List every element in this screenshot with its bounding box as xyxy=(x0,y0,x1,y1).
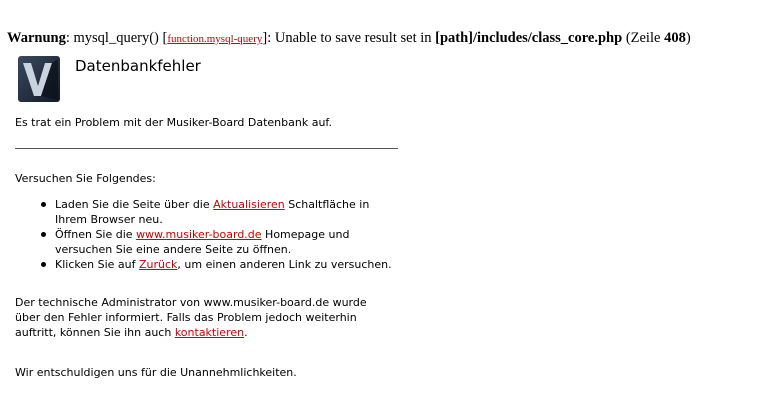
apology-text: Wir entschuldigen uns für die Unannehmlichkeiten. xyxy=(15,366,297,379)
list-item xyxy=(55,257,400,272)
warning-path: [path]/includes/class_core.php xyxy=(435,30,623,46)
php-warning: Warnung: mysql_query() [function.mysql-query]: Unable to save result set in [path]/includes/class_core.php (Zeile 408) xyxy=(7,30,691,46)
admin-notice xyxy=(15,295,390,340)
warning-message: : Unable to save result set in xyxy=(267,30,436,46)
tip-text: Öffnen Sie die xyxy=(55,228,137,241)
tips-list xyxy=(15,197,400,272)
homepage-link[interactable]: www.musiker-board.de xyxy=(136,228,262,241)
page-title: Datenbankfehler xyxy=(75,57,201,75)
bullet-dot xyxy=(41,202,46,207)
warning-line-number: 408 xyxy=(664,30,686,46)
logo-graphic xyxy=(18,56,60,102)
bullet-dot xyxy=(41,262,46,267)
tip-text: Schaltfläche in Ihrem Browser neu. xyxy=(55,198,370,226)
tip-text: Laden Sie die Seite über die xyxy=(55,198,214,211)
function-doc-link[interactable]: function.mysql-query xyxy=(167,33,263,45)
admin-text: Der technische Administrator von www.musiker-board.de wurde über den Fehler informiert. Falls das Problem jedoch weiterhin auftritt, können Sie ihn auch xyxy=(15,296,367,339)
warning-line-end: ) xyxy=(685,30,691,46)
vbulletin-v-logo-icon xyxy=(18,56,60,102)
back-link[interactable]: Zurück xyxy=(138,258,178,271)
divider xyxy=(15,148,398,149)
error-content xyxy=(15,115,415,380)
try-heading: Versuchen Sie Folgendes: xyxy=(15,172,156,185)
refresh-link[interactable]: Aktualisieren xyxy=(213,198,285,211)
warning-label: Warnung xyxy=(7,30,66,46)
warning-line-label: (Zeile xyxy=(625,30,665,46)
intro-text: Es trat ein Problem mit der Musiker-Board Datenbank auf. xyxy=(15,116,332,129)
tip-text: Homepage und versuchen Sie eine andere Seite zu öffnen. xyxy=(55,228,350,256)
bullet-dot xyxy=(41,232,46,237)
warning-function: mysql_query() xyxy=(73,30,159,46)
list-item xyxy=(55,227,400,257)
admin-text-end: . xyxy=(244,326,248,339)
list-item xyxy=(55,197,400,227)
tip-text: Klicken Sie auf xyxy=(55,258,139,271)
tip-text: , um einen anderen Link zu versuchen. xyxy=(177,258,392,271)
contact-link[interactable]: kontaktieren xyxy=(174,326,245,339)
